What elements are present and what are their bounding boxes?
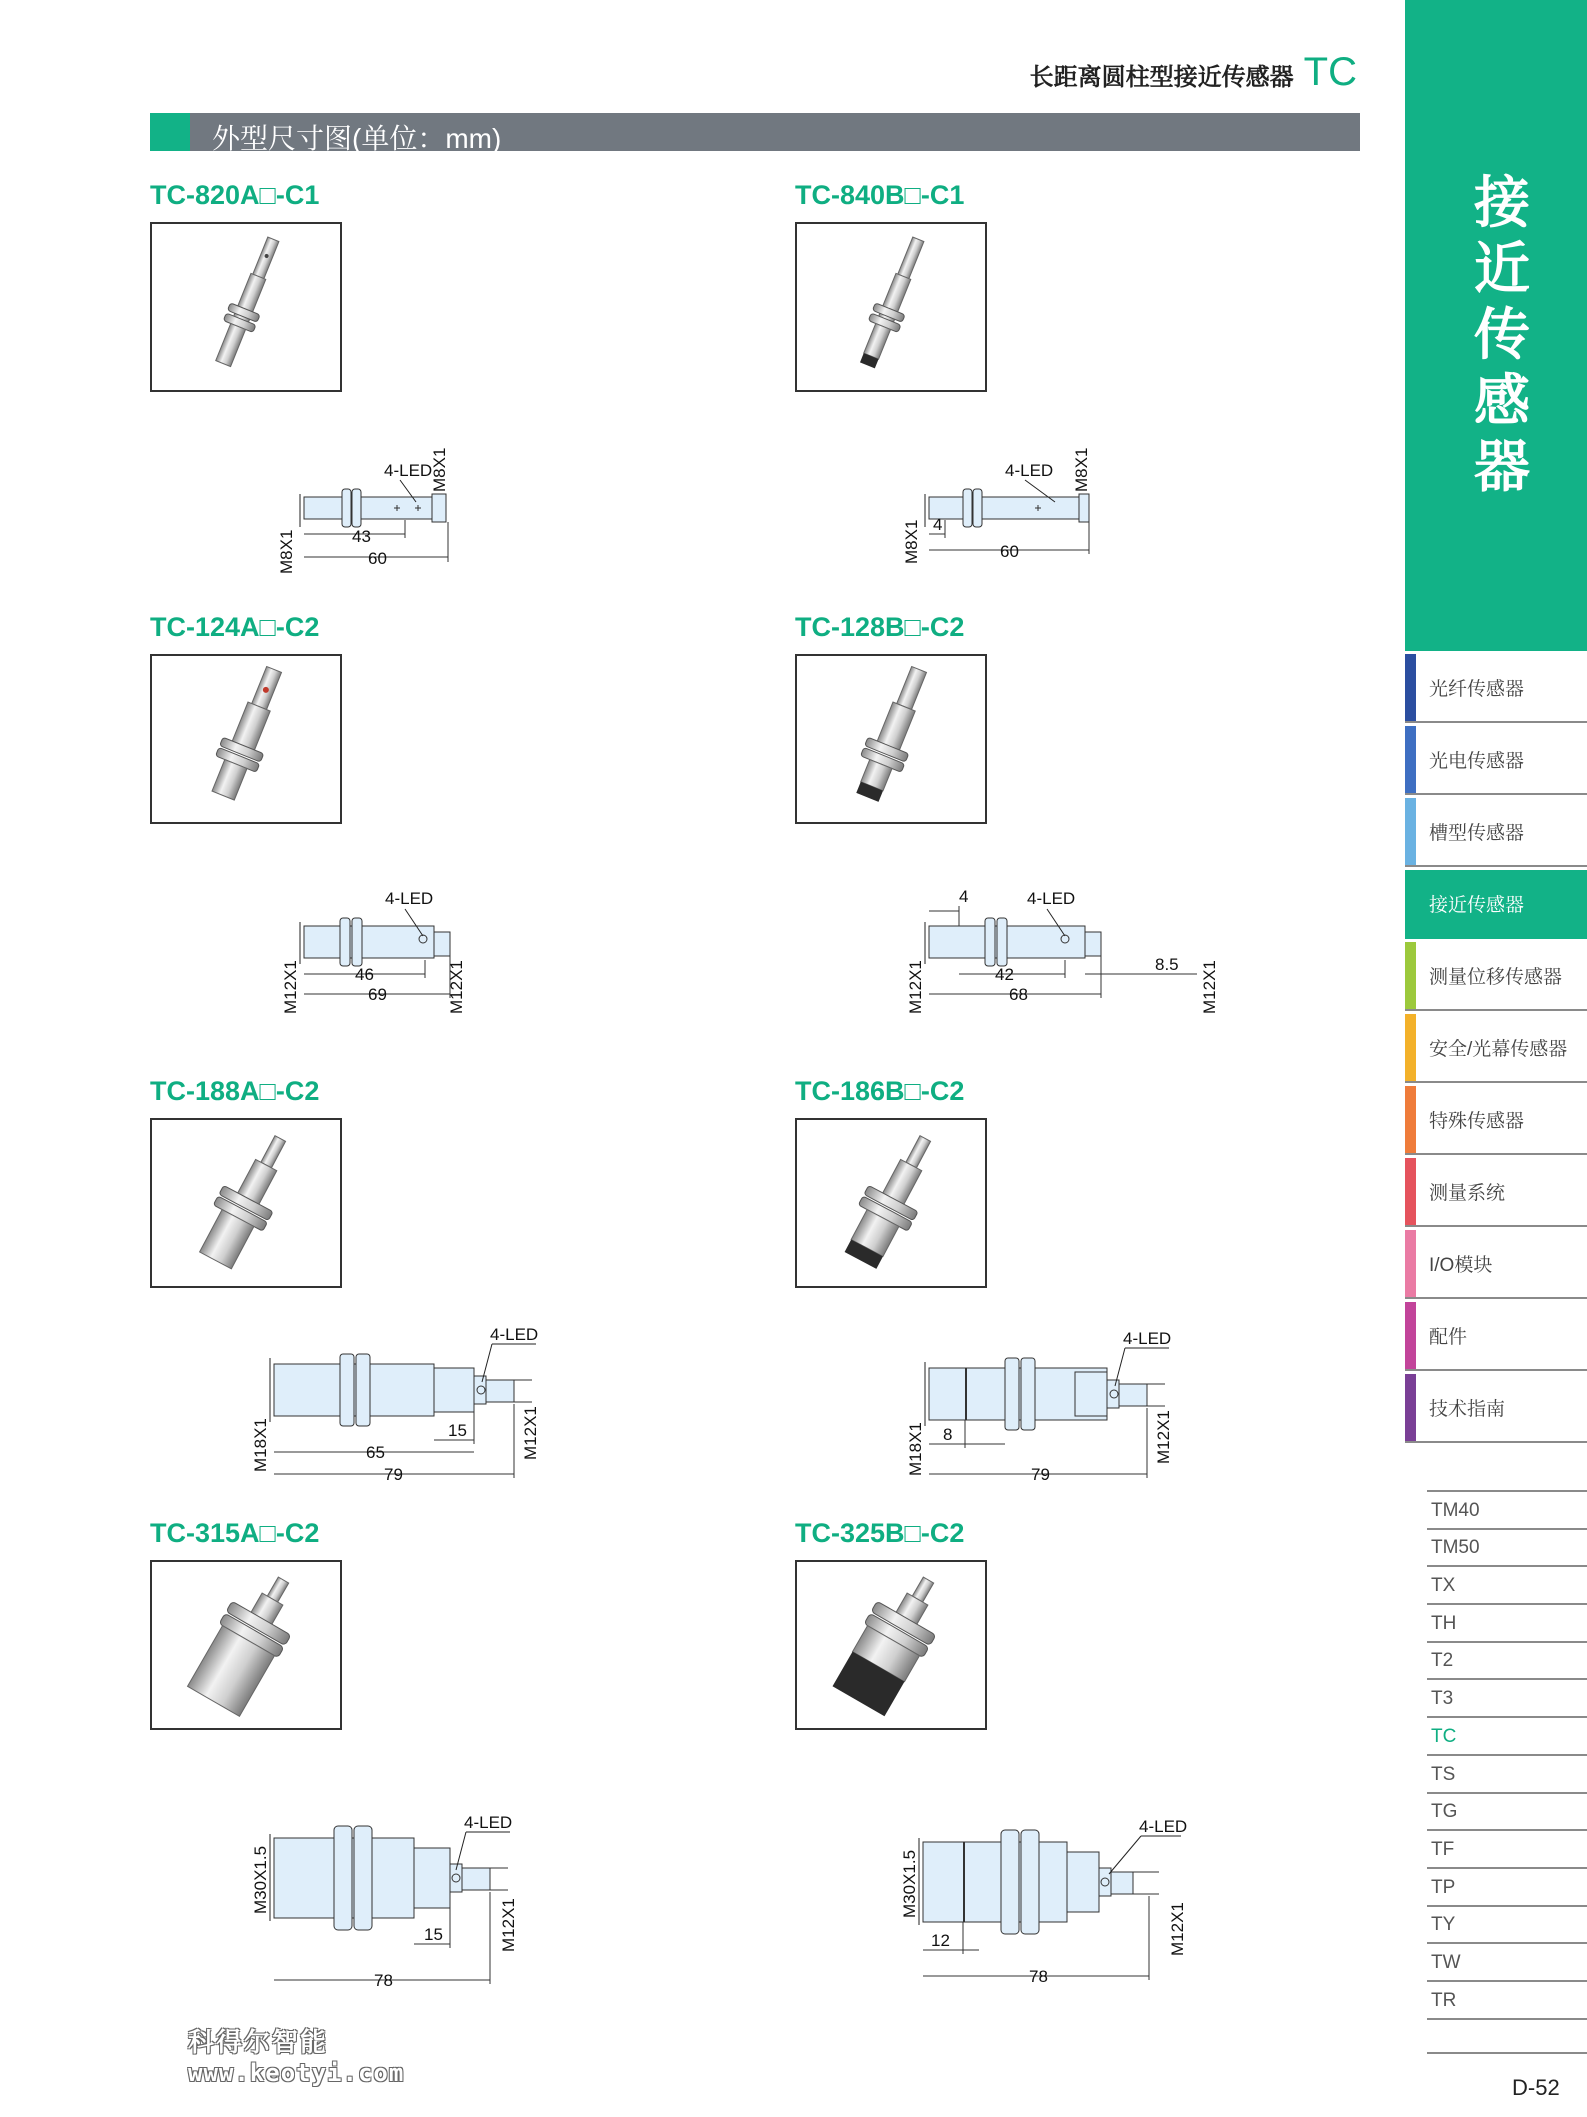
series-item-tw[interactable] — [1427, 1944, 1587, 1982]
footer-divider — [1427, 2052, 1587, 2054]
thread-left-label: M30X1.5 — [251, 1845, 270, 1914]
product-tc-124a — [150, 612, 466, 1014]
product-photo — [150, 1560, 342, 1730]
series-label: TY — [1431, 1914, 1456, 1936]
series-item-tf[interactable] — [1427, 1831, 1587, 1869]
series-item-tp[interactable] — [1427, 1869, 1587, 1907]
thread-left-label: M12X1 — [906, 960, 925, 1014]
thread-right-label: M8X1 — [1072, 447, 1091, 492]
nav-label: 测量位移传感器 — [1429, 967, 1563, 988]
product-photo — [795, 1118, 987, 1288]
dim-65: 65 — [366, 1443, 385, 1462]
dim-15: 15 — [448, 1421, 467, 1440]
product-title: TC-325B□-C2 — [795, 1518, 965, 1548]
product-photo — [150, 1118, 342, 1288]
product-title: TC-128B□-C2 — [795, 612, 965, 642]
nav-item-tech-guide[interactable] — [1405, 1374, 1587, 1443]
thread-right-label: M12X1 — [447, 960, 466, 1014]
dim-4: 4 — [933, 515, 943, 534]
series-item-ty[interactable] — [1427, 1907, 1587, 1945]
nav-color-stripe — [1405, 1374, 1416, 1441]
nav-color-stripe — [1405, 1230, 1416, 1297]
dimension-drawing — [281, 884, 690, 1034]
nav-item-special-sensor[interactable] — [1405, 1086, 1587, 1155]
section-marker — [150, 113, 190, 151]
led-label: 4-LED — [1005, 461, 1054, 480]
product-tc-820a — [150, 180, 449, 574]
product-title: TC-315A□-C2 — [150, 1518, 320, 1548]
led-label: 4-LED — [490, 1325, 539, 1344]
thread-right-label: M12X1 — [1154, 1410, 1173, 1464]
dim-69: 69 — [368, 985, 387, 1004]
led-label: 4-LED — [464, 1813, 513, 1832]
dim-15: 15 — [424, 1925, 443, 1944]
page-number: D-52 — [1512, 2075, 1560, 2100]
dimension-drawing — [906, 1316, 1325, 1496]
product-photo — [795, 1560, 987, 1730]
series-item-tx[interactable] — [1427, 1567, 1587, 1605]
sidebar-chapter-tab — [1405, 0, 1587, 651]
nav-label: 光电传感器 — [1429, 751, 1525, 772]
dimension-drawing — [902, 442, 1315, 592]
dim-60: 60 — [1000, 542, 1019, 561]
nav-item-accessories[interactable] — [1405, 1302, 1587, 1371]
nav-color-stripe — [1405, 1302, 1416, 1369]
series-label: TG — [1431, 1801, 1458, 1823]
series-nav — [1427, 1490, 1587, 2020]
dimension-drawing — [277, 442, 690, 592]
dim-42: 42 — [995, 965, 1014, 984]
nav-label: 接近传感器 — [1429, 895, 1525, 916]
thread-right-label: M12X1 — [1200, 960, 1219, 1014]
nav-color-stripe — [1405, 1014, 1416, 1081]
series-label: TW — [1431, 1951, 1461, 1973]
nav-item-photoelectric-sensor[interactable] — [1405, 726, 1587, 795]
led-label: 4-LED — [1139, 1817, 1188, 1836]
dimension-drawing — [906, 884, 1325, 1034]
nav-item-proximity-sensor[interactable] — [1405, 870, 1587, 939]
dim-8: 8 — [943, 1425, 953, 1444]
nav-label: 特殊传感器 — [1429, 1111, 1525, 1132]
product-title: TC-840B□-C1 — [795, 180, 965, 210]
dim-12: 12 — [931, 1931, 950, 1950]
thread-left-label: M8X1 — [902, 519, 921, 564]
section-title-bar — [150, 113, 1360, 154]
nav-color-stripe — [1405, 942, 1416, 1009]
dim-68: 68 — [1009, 985, 1028, 1004]
nav-label: I/O模块 — [1429, 1255, 1493, 1276]
nav-item-fiber-sensor[interactable] — [1405, 654, 1587, 723]
thread-left-label: M30X1.5 — [900, 1849, 919, 1918]
product-photo — [150, 654, 342, 824]
series-label: TX — [1431, 1575, 1456, 1597]
product-tc-188a — [150, 1076, 540, 1484]
series-label: TP — [1431, 1876, 1456, 1898]
series-item-tm50[interactable] — [1427, 1530, 1587, 1568]
series-label: TC — [1431, 1725, 1457, 1747]
nav-color-stripe — [1405, 798, 1416, 865]
watermark-name: 科得尔智能 — [188, 2028, 329, 2058]
nav-item-measurement-system[interactable] — [1405, 1158, 1587, 1227]
series-item-tr[interactable] — [1427, 1982, 1587, 2020]
nav-label: 槽型传感器 — [1429, 823, 1525, 844]
series-item-ts[interactable] — [1427, 1756, 1587, 1794]
product-title: TC-124A□-C2 — [150, 612, 320, 642]
thread-left-label: M18X1 — [906, 1422, 925, 1476]
nav-item-displacement-sensor[interactable] — [1405, 942, 1587, 1011]
series-label: TM40 — [1431, 1499, 1480, 1521]
series-label: T3 — [1431, 1688, 1454, 1710]
series-label: TH — [1431, 1612, 1457, 1634]
nav-color-stripe — [1405, 726, 1416, 793]
chapter-title: 接近传感器 — [1474, 171, 1530, 498]
series-label: TF — [1431, 1838, 1455, 1860]
series-label: TR — [1431, 1989, 1457, 2011]
product-title: TC-820A□-C1 — [150, 180, 320, 210]
thread-right-label: M12X1 — [1168, 1902, 1187, 1956]
series-item-tc[interactable] — [1427, 1718, 1587, 1756]
dimension-drawing — [251, 1312, 670, 1492]
series-item-t2[interactable] — [1427, 1643, 1587, 1681]
thread-left-label: M12X1 — [281, 960, 300, 1014]
product-title: TC-188A□-C2 — [150, 1076, 320, 1106]
dimension-drawing — [251, 1796, 690, 1996]
nav-item-io-module[interactable] — [1405, 1230, 1587, 1299]
led-label: 4-LED — [1123, 1329, 1172, 1348]
dim-78: 78 — [1029, 1967, 1048, 1986]
series-label: TS — [1431, 1763, 1456, 1785]
header-series-code: TC — [1303, 50, 1357, 94]
series-item-th[interactable] — [1427, 1605, 1587, 1643]
dimension-drawing — [900, 1800, 1339, 2000]
watermark — [188, 2022, 404, 2087]
nav-color-stripe — [1405, 1086, 1416, 1153]
dim-78: 78 — [374, 1971, 393, 1990]
dim-79: 79 — [1031, 1465, 1050, 1484]
product-photo — [795, 654, 987, 824]
thread-left-label: M18X1 — [251, 1418, 270, 1472]
nav-item-slot-sensor[interactable] — [1405, 798, 1587, 867]
series-label: TM50 — [1431, 1537, 1480, 1559]
product-tc-840b — [795, 180, 1091, 564]
led-label: 4-LED — [1027, 889, 1076, 908]
dim-8-5: 8.5 — [1155, 955, 1179, 974]
product-tc-315a — [150, 1518, 518, 1990]
thread-right-label: M12X1 — [499, 1898, 518, 1952]
watermark-url: www.keotyi.com — [188, 2059, 405, 2087]
product-tc-325b — [795, 1518, 1188, 1986]
product-photo — [150, 222, 342, 392]
dim-4-top: 4 — [959, 887, 969, 906]
product-tc-128b — [795, 612, 1219, 1014]
product-tc-186b — [795, 1076, 1173, 1484]
dim-60: 60 — [368, 549, 387, 568]
nav-color-stripe — [1405, 654, 1416, 721]
product-title: TC-186B□-C2 — [795, 1076, 965, 1106]
nav-label: 技术指南 — [1429, 1399, 1506, 1420]
thread-right-label: M8X1 — [430, 447, 449, 492]
series-item-t3[interactable] — [1427, 1680, 1587, 1718]
thread-left-label: M8X1 — [277, 529, 296, 574]
dim-46: 46 — [355, 965, 374, 984]
category-nav — [1405, 654, 1587, 1446]
series-item-tm40[interactable] — [1427, 1492, 1587, 1530]
nav-label: 光纤传感器 — [1429, 679, 1525, 700]
nav-item-safety-light-curtain[interactable] — [1405, 1014, 1587, 1083]
thread-right-label: M12X1 — [521, 1406, 540, 1460]
section-title: 外型尺寸图(单位：mm) — [212, 123, 502, 154]
led-label: 4-LED — [385, 889, 434, 908]
header-subtitle: 长距离圆柱型接近传感器 — [1029, 64, 1294, 91]
nav-color-stripe — [1405, 870, 1416, 937]
nav-label: 测量系统 — [1429, 1183, 1506, 1204]
nav-label: 安全/光幕传感器 — [1429, 1039, 1568, 1060]
product-photo — [795, 222, 987, 392]
dim-43: 43 — [352, 527, 371, 546]
dim-79: 79 — [384, 1465, 403, 1484]
nav-color-stripe — [1405, 1158, 1416, 1225]
series-label: T2 — [1431, 1650, 1454, 1672]
led-label: 4-LED — [384, 461, 433, 480]
series-item-tg[interactable] — [1427, 1794, 1587, 1832]
nav-label: 配件 — [1429, 1327, 1468, 1348]
page-header — [1030, 50, 1357, 95]
